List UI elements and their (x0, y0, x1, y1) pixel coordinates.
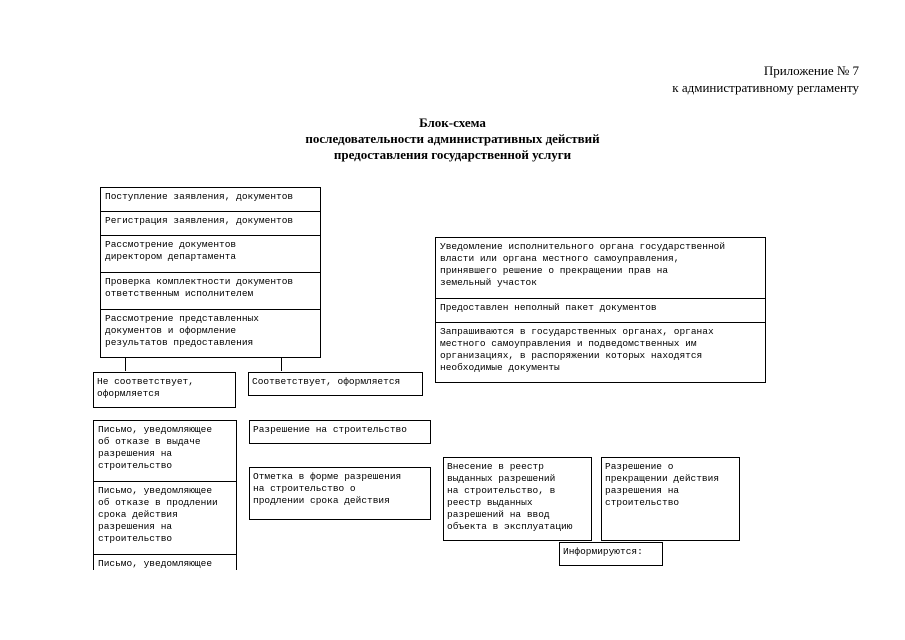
refusal-issuance-letter: Письмо, уведомляющее об отказе в выдаче разрешения на строительство (94, 421, 236, 482)
connector-compliant (281, 357, 282, 371)
flow-step-director-review: Рассмотрение документов директором департамента (101, 236, 320, 273)
refusal-letters-box (93, 420, 237, 580)
diagram-subtitle-2: предоставления государственной услуги (333, 147, 572, 162)
extension-note-box: Отметка в форме разрешения на строительство о продлении срока действия (249, 467, 431, 520)
right-flow-box (435, 237, 766, 383)
informed-box: Информируются: (559, 542, 663, 566)
appendix-number: Приложение № 7 (763, 63, 859, 78)
notification-step: Уведомление исполнительного органа государственной власти или органа местного самоуправления, принявшего решение о прекращении прав на земельный участок (436, 238, 765, 299)
connector-not-compliant (125, 357, 126, 371)
appendix-reference: к административному регламенту (672, 80, 859, 95)
registry-entry-box: Внесение в реестр выданных разрешений на строительство, в реестр выданных разрешений на ввод объекта в эксплуатацию (443, 457, 592, 541)
page-crop-mask (80, 570, 280, 590)
flow-step-decision: Рассмотрение представленных документов и оформление результатов предоставления (105, 313, 259, 348)
termination-permit-box: Разрешение о прекращении действия разрешения на строительство (601, 457, 740, 541)
flow-step-completeness-check: Проверка комплектности документов ответственным исполнителем (101, 273, 320, 310)
main-flow-box (100, 187, 321, 358)
request-documents-step: Запрашиваются в государственных органах, органах местного самоуправления и подведомственных им организациях, в распоряжении которых находятся необходимые документы (440, 326, 714, 373)
flow-step-receipt: Поступление заявления, документов (101, 188, 320, 212)
flow-step-registration: Регистрация заявления, документов (101, 212, 320, 236)
compliant-box: Соответствует, оформляется (248, 372, 423, 396)
permit-box: Разрешение на строительство (249, 420, 431, 444)
incomplete-package-step: Предоставлен неполный пакет документов (436, 299, 765, 323)
refusal-letter-partial: Письмо, уведомляющее (98, 558, 213, 569)
not-compliant-box: Не соответствует, оформляется (93, 372, 236, 408)
diagram-title: Блок-схема (419, 115, 486, 130)
refusal-extension-letter: Письмо, уведомляющее об отказе в продлении срока действия разрешения на строительство (94, 482, 236, 555)
diagram-subtitle-1: последовательности административных действий (305, 131, 600, 146)
